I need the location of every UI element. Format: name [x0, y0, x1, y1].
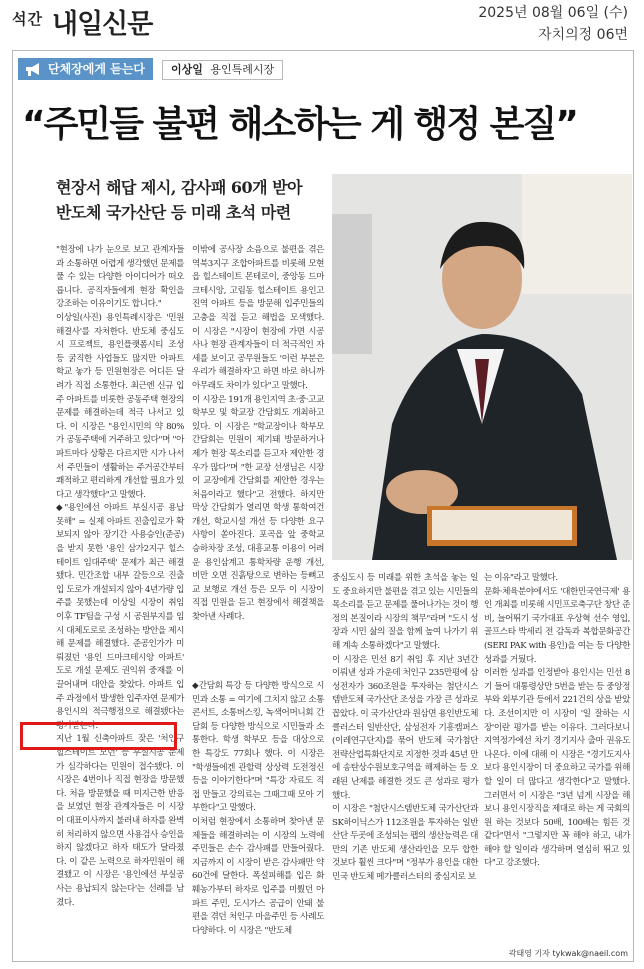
article-column-2: [192, 244, 324, 625]
masthead-edition: 석간: [12, 10, 43, 28]
publication-date: 2025년 08월 06일 (수): [478, 5, 628, 21]
megaphone-icon: [24, 61, 42, 77]
subheadline-1: 현장서 해답 제시, 감사패 60개 받아: [56, 178, 303, 197]
section-page: 자치의정 06면: [538, 27, 628, 43]
interviewee-title: 용인특례시장: [210, 63, 275, 76]
article-column-1: [56, 244, 184, 910]
paragraph: 문화·체육분야에서도 '대한민국연극제' 용인 개최를 비롯해 시민프로축구단 창단 준비, 늘어뛰기 국가대표 우상혁 선수 영입, 골프스타 박세리 전 감독과 복합문화공간(SERI PAK with 용인)을 여는 등 다양한 성과를 거뒀다.: [484, 586, 630, 665]
interviewee-tag: [162, 60, 283, 80]
masthead: [0, 0, 644, 46]
kicker-label: 단체장에게 듣는다: [48, 62, 145, 76]
series-kicker: [18, 58, 153, 80]
paragraph: ◆간담회 특강 등 다양한 방식으로 시민과 소통 = 여기에 그치지 않고 소통콘서트, 소통버스킹, 녹색어머니회 간담회 등 다양한 방식으로 시민들과 소통한다. 학생 학부모 등을 대상으로 한 특강도 77회나 했다. 이 시장은 "학생들에겐 관할력 상상력 도전정신 등을 이야기한다"며 "특강 자료도 직접 만들고 강의료는 그때그때 모아 기부한다"고 말했다.: [192, 681, 324, 814]
paragraph: 중심도시 등 미래를 위한 초석을 놓는 일도 중요하지만 불편을 겪고 있는 시민들의 목소리를 듣고 문제를 풀어나가는 것이 행정의 본질이라 시장의 책무"라며 "도시 성장과 시민 삶의 질을 함께 높여 나가기 위해 계속 소통하겠다"고 말했다.: [332, 573, 478, 651]
mayor-portrait-photo: [332, 174, 632, 560]
article-column-2-lower: [192, 680, 324, 938]
portrait-illustration: [332, 174, 632, 560]
highlight-box: [20, 722, 177, 750]
article-column-3: [332, 572, 478, 885]
paragraph: ◆"용인에선 아파트 부실시공 용납 못해" = 실제 아파트 진출입로가 확보되지 않아 장기간 사용승인(준공)을 받지 못한 '용인 삼가2지구 힐스테이트 임대주택' 문제가 최근 해결됐다. 민간조합 내부 갈등으로 진출입 도로가 개설되지 않아 4년가량 입주를 못했는데 이상일 시장이 취임 이후 TF팀을 구성 시 공원부지를 임시 대체도로로 조성하는 방안을 제시해 문제를 해결했다. 준공인가가 미뤄졌던 '용인 드마크테시앙 아파트' 도로 개설 문제도 권익위 중재를 이끌어내며 대안을 찾았다. 아파트 입주 과정에서 발생한 입주자연 문제가 용인시의 적극행정으로 해결됐다는 평가받는다.: [56, 503, 184, 731]
paragraph: 이 시장은 "첨단시스템반도체 국가산단과 SK하이닉스가 112조원을 투자하는 일반산단 두곳에 조성되는 팹의 생산능력은 대만의 기존 반도체 생산라인을 모두 합한 것보다 훨씬 크다"며 "정부가 용인을 대한민국 반도체 메가클러스터의 중심지로 보: [332, 804, 478, 883]
paragraph: 는 이유"라고 말했다.: [484, 573, 558, 583]
paragraph: 이밖에 공사장 소음으로 불편을 겪은 역북3지구 조합아파트를 비롯해 모현읍 힐스테이트 몬테로이, 중앙동 드마크테시앙, 고림동 힐스테이트 용인고진역 아파트 등을 방문해 입주민들의 고충을 직접 듣고 해법을 모색했다. 이 시장은 "시장이 현장에 가면 시공사나 현장 관계자들이 더 적극적인 자세를 보이고 공무원들도 '이런 부분은 우리가 해결하자'고 하면 바로 하니까 아무래도 차이가 있다"고 말했다.: [192, 245, 324, 391]
paragraph: 이러한 성과를 인정받아 용인시는 민선 8기 들어 대통령상만 5번을 받는 등 중앙정부와 외부기관 등에서 221건의 상을 받았다. 조선이지만 이 시장이 '일 잘하는 시장'이란 평가를 받는 이유다. 그러다보니 지역정가에선 차기 경기지사 출마 권유도 나온다. 이에 대해 이 시장은 "경기도지사보다 용인시장이 더 중요하고 국가를 위해 할 일이 더 많다고 생각한다"고 말했다. 그러면서 이 시장은 "3년 넘게 시장을 해보니 용인시장직을 제대로 하는 게 국회의원 하는 것보다 50배, 100배는 힘든 것 같다"면서 "그렇지만 꼭 해야 하고, 내가 해야 할 일이라 생각하며 열심히 뛰고 있다"고 강조했다.: [484, 668, 630, 869]
paragraph: 이 시장은 민선 8기 취임 후 지난 3년간 이뤄낸 성과 가운데 처인구 235만평에 삼성전자가 360조원을 투자하는 첨단시스템반도체 국가산단 조성을 가장 큰 성과로 꼽았다. 이 국가산단과 원삼면 용인반도체클러스터 일반산단, 삼성전자 기흥캠퍼스(이레연구단지)를 묶어 반도체 국가첨단전략산업특화단지로 지정한 것과 45년 만에 송탄상수원보호구역을 해제하는 등 오래된 난제를 해결한 것도 큰 성과로 평가했다.: [332, 654, 478, 801]
headline: “주민들 불편 해소하는 게 행정 본질”: [22, 104, 577, 145]
byline: 곽태영 기자 tykwak@naeil.com: [508, 949, 628, 958]
subheadline-2: 반도체 국가산단 등 미래 초석 마련: [56, 203, 291, 222]
paragraph: "현장에 나가 눈으로 보고 관계자들과 소통하면 어렵게 생각했던 문제를 풀 수 있는 다양한 아이디어가 떠오릅니다. 공직자들에게 현장 확인을 강조하는 이유이기도 합니다.": [56, 245, 184, 310]
paragraph: 이처럼 현장에서 소통하며 찾아낸 문제들을 해결하려는 이 시장의 노력에 주민들은 손수 감사패를 만들어줬다. 지금까지 이 시장이 받은 감사패만 약 60건에 달한다. 폭설피해를 입은 화훼농가부터 하자로 입주를 미뤘던 아파트 주민, 도시가스 공급이 안돼 불편을 겪던 처인구 마을주민 등 사례도 다양하다. 이 시장은 "반도체: [192, 816, 324, 936]
article-column-4: [484, 572, 630, 871]
paragraph: 이 시장은 191개 용인지역 초·중·고교 학부모 및 학교장 간담회도 개최하고 있다. 이 시장은 "학교장이나 학부모 간담회는 민원이 제기돼 방문하거나 제가 현장 목소리를 듣고자 제안한 경우가 많다"며 "한 교장 선생님은 시장이 교장에게 간담회를 제안한 경우는 처음이라고 했다"고 전했다. 하지만 막상 간담회가 열리면 학생 통학여건 개선, 학교시설 개선 등 다양한 요구사항이 쏟아진다. 포곡읍 앞 중학교 승하차장 조성, 대흥교통 이용이 어려운 용인삼계고 통학차량 운행 개선, 비만 오면 진흙탕으로 변하는 등뼈고교 보행로 개선 등은 모두 이 시장이 직접 민원을 듣고 현장에서 해결책을 찾아낸 사례다.: [192, 394, 324, 623]
paragraph: 지난 1월 신축아파트 잦은 '처인구 힐스테이트 모던' 등 부실시공 문제가 심각하다는 민원이 접수됐다. 이 시장은 4번이나 직접 현장을 방문했다. 처음 방문했을 때 미지근한 반응을 보였던 현장 관계자들은 이 시장이 대표이사까지 불러내 하자를 완벽히 처리하지 않으면 사용검사 승인을 하지 않겠다고 하자 태도가 달라졌다. 이 같은 노력으로 하자민원이 해결됐고 이 시장은 '용인에선 부실공사는 용납되지 않는다'는 선례를 남겼다.: [56, 734, 184, 908]
paragraph: 이상일(사진) 용인특례시장은 '민원 해결사'를 자처한다. 반도체 중심도시 프로젝트, 용인플랫폼시티 조성 등 굵직한 사업들도 많지만 아파트 학교 놓가 등 민원현장은 어디든 달려가 직접 소통한다. 최근엔 신규 입주 아파트를 비롯한 공동주택 현장의 문제를 해결하는데 적극 나서고 있다. 이 시장은 "용인시민의 약 80%가 공동주택에 거주하고 있다"며 "아파트마다 상황은 다르지만 시가 나서서 주민들이 생활하는 주거공간부터 쾌적하고 편리하게 개선할 필요가 있다고 생각했다"고 말했다.: [56, 312, 184, 500]
interviewee-name: 이상일: [171, 63, 203, 76]
newspaper-logo: 내일신문: [52, 9, 153, 40]
